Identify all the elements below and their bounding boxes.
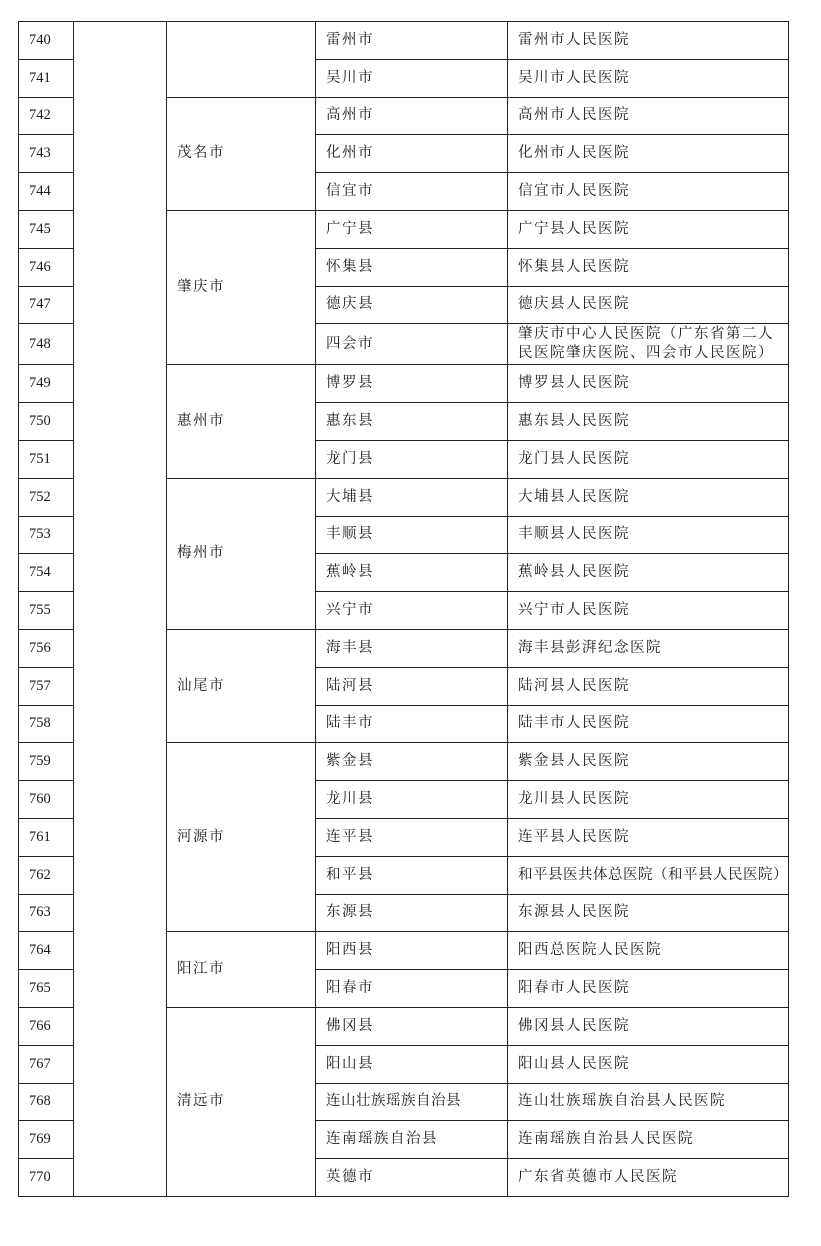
county-cell: 大埔县 xyxy=(316,478,508,516)
hospital-cell: 蕉岭县人民医院 xyxy=(508,554,789,592)
hospital-cell: 东源县人民医院 xyxy=(508,894,789,932)
county-cell: 英德市 xyxy=(316,1159,508,1197)
row-number: 764 xyxy=(19,932,74,970)
hospital-cell: 阳春市人民医院 xyxy=(508,970,789,1008)
city-cell: 清远市 xyxy=(167,1007,316,1196)
city-cell: 汕尾市 xyxy=(167,629,316,742)
county-cell: 阳山县 xyxy=(316,1045,508,1083)
row-number: 753 xyxy=(19,516,74,554)
row-number: 768 xyxy=(19,1083,74,1121)
county-cell: 广宁县 xyxy=(316,210,508,248)
province-cell xyxy=(74,22,167,1197)
county-cell: 博罗县 xyxy=(316,365,508,403)
hospital-cell: 佛冈县人民医院 xyxy=(508,1007,789,1045)
row-number: 767 xyxy=(19,1045,74,1083)
row-number: 740 xyxy=(19,22,74,60)
hospital-cell: 和平县医共体总医院（和平县人民医院） xyxy=(508,856,789,894)
county-cell: 惠东县 xyxy=(316,403,508,441)
hospital-cell: 广东省英德市人民医院 xyxy=(508,1159,789,1197)
table-row xyxy=(19,22,789,60)
hospital-cell: 兴宁市人民医院 xyxy=(508,592,789,630)
county-cell: 和平县 xyxy=(316,856,508,894)
row-number: 748 xyxy=(19,324,74,365)
hospital-cell: 信宜市人民医院 xyxy=(508,173,789,211)
hospital-cell: 陆河县人民医院 xyxy=(508,667,789,705)
hospital-cell: 惠东县人民医院 xyxy=(508,403,789,441)
hospital-cell: 德庆县人民医院 xyxy=(508,286,789,324)
row-number: 758 xyxy=(19,705,74,743)
county-cell: 东源县 xyxy=(316,894,508,932)
hospital-cell: 阳西总医院人民医院 xyxy=(508,932,789,970)
row-number: 746 xyxy=(19,248,74,286)
hospital-cell: 连平县人民医院 xyxy=(508,818,789,856)
row-number: 761 xyxy=(19,818,74,856)
county-cell: 紫金县 xyxy=(316,743,508,781)
county-cell: 佛冈县 xyxy=(316,1007,508,1045)
hospital-cell: 雷州市人民医院 xyxy=(508,22,789,60)
county-cell: 龙川县 xyxy=(316,781,508,819)
row-number: 765 xyxy=(19,970,74,1008)
row-number: 750 xyxy=(19,403,74,441)
hospital-cell: 海丰县彭湃纪念医院 xyxy=(508,629,789,667)
county-cell: 阳西县 xyxy=(316,932,508,970)
county-cell: 化州市 xyxy=(316,135,508,173)
row-number: 757 xyxy=(19,667,74,705)
city-cell xyxy=(167,22,316,98)
row-number: 756 xyxy=(19,629,74,667)
hospital-cell: 连南瑶族自治县人民医院 xyxy=(508,1121,789,1159)
county-cell: 陆河县 xyxy=(316,667,508,705)
county-cell: 连山壮族瑶族自治县 xyxy=(316,1083,508,1121)
county-cell: 陆丰市 xyxy=(316,705,508,743)
county-cell: 四会市 xyxy=(316,324,508,365)
hospital-cell: 龙川县人民医院 xyxy=(508,781,789,819)
row-number: 754 xyxy=(19,554,74,592)
city-cell: 惠州市 xyxy=(167,365,316,478)
row-number: 751 xyxy=(19,440,74,478)
county-cell: 海丰县 xyxy=(316,629,508,667)
hospital-cell: 紫金县人民医院 xyxy=(508,743,789,781)
city-cell: 河源市 xyxy=(167,743,316,932)
row-number: 749 xyxy=(19,365,74,403)
county-cell: 龙门县 xyxy=(316,440,508,478)
row-number: 769 xyxy=(19,1121,74,1159)
hospital-cell: 广宁县人民医院 xyxy=(508,210,789,248)
row-number: 743 xyxy=(19,135,74,173)
hospital-cell: 怀集县人民医院 xyxy=(508,248,789,286)
hospital-cell: 大埔县人民医院 xyxy=(508,478,789,516)
hospital-cell: 高州市人民医院 xyxy=(508,97,789,135)
city-cell: 肇庆市 xyxy=(167,210,316,364)
city-cell: 茂名市 xyxy=(167,97,316,210)
hospital-cell: 丰顺县人民医院 xyxy=(508,516,789,554)
row-number: 759 xyxy=(19,743,74,781)
county-cell: 兴宁市 xyxy=(316,592,508,630)
hospital-cell: 博罗县人民医院 xyxy=(508,365,789,403)
hospital-cell: 肇庆市中心人民医院（广东省第二人民医院肇庆医院、四会市人民医院） xyxy=(508,324,789,365)
row-number: 766 xyxy=(19,1007,74,1045)
hospital-cell: 龙门县人民医院 xyxy=(508,440,789,478)
county-cell: 阳春市 xyxy=(316,970,508,1008)
row-number: 763 xyxy=(19,894,74,932)
county-cell: 丰顺县 xyxy=(316,516,508,554)
county-cell: 雷州市 xyxy=(316,22,508,60)
row-number: 745 xyxy=(19,210,74,248)
row-number: 760 xyxy=(19,781,74,819)
row-number: 742 xyxy=(19,97,74,135)
hospital-cell: 吴川市人民医院 xyxy=(508,59,789,97)
city-cell: 阳江市 xyxy=(167,932,316,1008)
hospital-cell: 化州市人民医院 xyxy=(508,135,789,173)
row-number: 755 xyxy=(19,592,74,630)
hospital-table xyxy=(18,21,789,1197)
county-cell: 信宜市 xyxy=(316,173,508,211)
county-cell: 蕉岭县 xyxy=(316,554,508,592)
county-cell: 高州市 xyxy=(316,97,508,135)
hospital-cell: 连山壮族瑶族自治县人民医院 xyxy=(508,1083,789,1121)
county-cell: 德庆县 xyxy=(316,286,508,324)
row-number: 770 xyxy=(19,1159,74,1197)
county-cell: 连南瑶族自治县 xyxy=(316,1121,508,1159)
row-number: 741 xyxy=(19,59,74,97)
row-number: 752 xyxy=(19,478,74,516)
county-cell: 连平县 xyxy=(316,818,508,856)
county-cell: 怀集县 xyxy=(316,248,508,286)
hospital-cell: 陆丰市人民医院 xyxy=(508,705,789,743)
row-number: 762 xyxy=(19,856,74,894)
row-number: 747 xyxy=(19,286,74,324)
row-number: 744 xyxy=(19,173,74,211)
city-cell: 梅州市 xyxy=(167,478,316,629)
hospital-cell: 阳山县人民医院 xyxy=(508,1045,789,1083)
county-cell: 吴川市 xyxy=(316,59,508,97)
